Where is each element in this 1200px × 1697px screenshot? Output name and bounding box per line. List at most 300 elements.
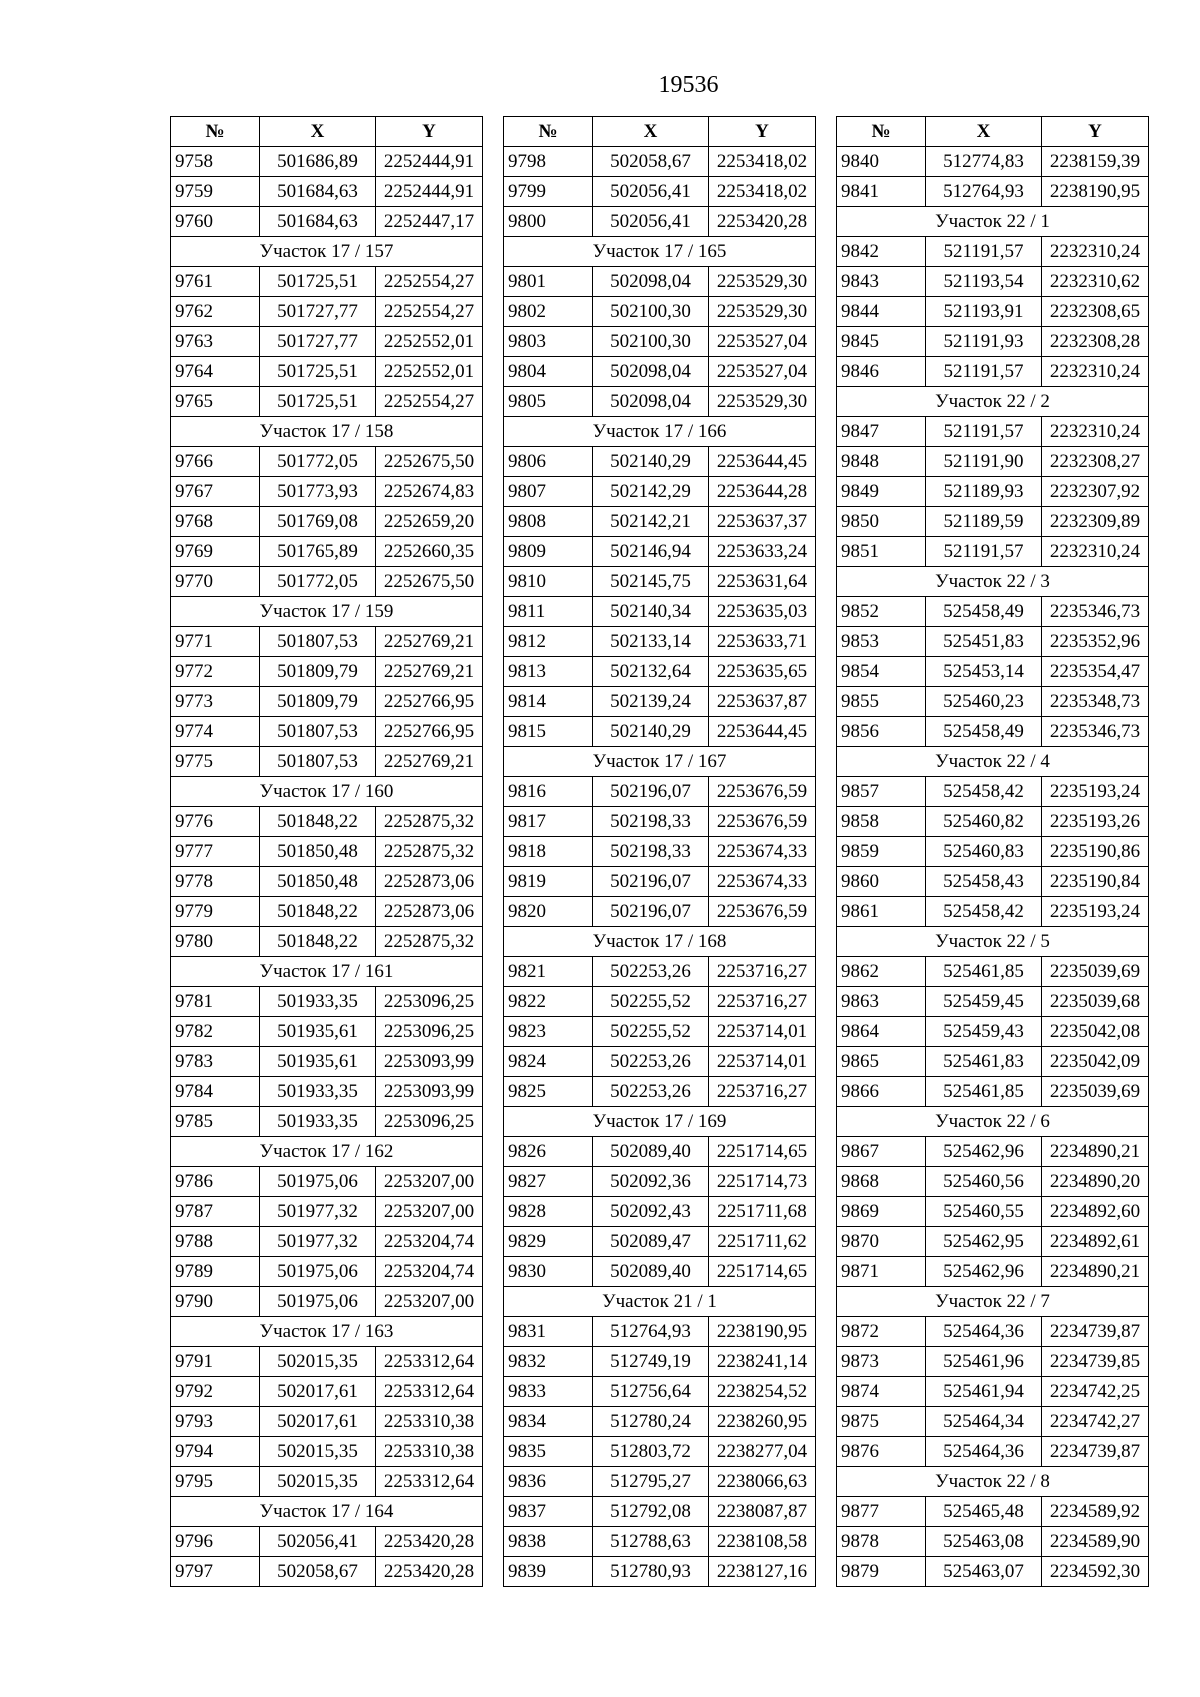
section-title: Участок 17 / 159 [171,597,483,627]
y-coordinate: 2253674,33 [709,837,816,867]
x-coordinate: 502196,07 [593,867,709,897]
table-row [837,807,1149,837]
section-title: Участок 22 / 2 [837,387,1149,417]
table-row [504,1017,816,1047]
x-coordinate: 525460,82 [926,807,1042,837]
x-coordinate: 501809,79 [260,657,376,687]
y-coordinate: 2252766,95 [376,687,483,717]
point-number: 9781 [171,987,260,1017]
header-number: № [837,117,926,147]
point-number: 9849 [837,477,926,507]
y-coordinate: 2252675,50 [376,447,483,477]
point-number: 9816 [504,777,593,807]
point-number: 9852 [837,597,926,627]
table-row [837,1167,1149,1197]
coordinates-table-3 [836,116,1149,1587]
section-title: Участок 17 / 157 [171,237,483,267]
y-coordinate: 2238254,52 [709,1377,816,1407]
x-coordinate: 512774,83 [926,147,1042,177]
x-coordinate: 525458,42 [926,897,1042,927]
x-coordinate: 502017,61 [260,1377,376,1407]
y-coordinate: 2238260,95 [709,1407,816,1437]
table-row [504,357,816,387]
point-number: 9760 [171,207,260,237]
section-row [171,957,483,987]
x-coordinate: 501933,35 [260,987,376,1017]
table-row [171,807,483,837]
section-row [171,777,483,807]
section-row [837,567,1149,597]
table-row [171,1107,483,1137]
table-row [837,357,1149,387]
table-row [171,1017,483,1047]
section-row [171,1137,483,1167]
point-number: 9794 [171,1437,260,1467]
point-number: 9867 [837,1137,926,1167]
x-coordinate: 501727,77 [260,297,376,327]
point-number: 9847 [837,417,926,447]
y-coordinate: 2252674,83 [376,477,483,507]
y-coordinate: 2253529,30 [709,297,816,327]
x-coordinate: 525460,83 [926,837,1042,867]
x-coordinate: 502255,52 [593,1017,709,1047]
point-number: 9780 [171,927,260,957]
table-row [837,177,1149,207]
table-row [504,267,816,297]
y-coordinate: 2253714,01 [709,1047,816,1077]
table-row [171,567,483,597]
point-number: 9785 [171,1107,260,1137]
table-header-row [504,117,816,147]
section-title: Участок 22 / 5 [837,927,1149,957]
section-row [171,1497,483,1527]
y-coordinate: 2235193,24 [1042,897,1149,927]
y-coordinate: 2252552,01 [376,357,483,387]
x-coordinate: 501848,22 [260,807,376,837]
x-coordinate: 502253,26 [593,1077,709,1107]
y-coordinate: 2252675,50 [376,567,483,597]
y-coordinate: 2253207,00 [376,1287,483,1317]
x-coordinate: 501773,93 [260,477,376,507]
table-row [171,1077,483,1107]
point-number: 9825 [504,1077,593,1107]
section-row [837,207,1149,237]
y-coordinate: 2234890,21 [1042,1137,1149,1167]
header-y: Y [376,117,483,147]
table-row [837,417,1149,447]
point-number: 9808 [504,507,593,537]
point-number: 9871 [837,1257,926,1287]
point-number: 9874 [837,1377,926,1407]
y-coordinate: 2235346,73 [1042,597,1149,627]
x-coordinate: 525461,85 [926,1077,1042,1107]
header-x: X [593,117,709,147]
y-coordinate: 2253207,00 [376,1197,483,1227]
point-number: 9782 [171,1017,260,1047]
x-coordinate: 501725,51 [260,387,376,417]
y-coordinate: 2253676,59 [709,777,816,807]
y-coordinate: 2251714,65 [709,1257,816,1287]
point-number: 9796 [171,1527,260,1557]
point-number: 9805 [504,387,593,417]
y-coordinate: 2234892,61 [1042,1227,1149,1257]
y-coordinate: 2238190,95 [709,1317,816,1347]
x-coordinate: 525451,83 [926,627,1042,657]
x-coordinate: 502253,26 [593,1047,709,1077]
y-coordinate: 2234742,25 [1042,1377,1149,1407]
y-coordinate: 2234892,60 [1042,1197,1149,1227]
x-coordinate: 525462,96 [926,1137,1042,1167]
table-row [171,687,483,717]
x-coordinate: 501725,51 [260,357,376,387]
table-row [837,477,1149,507]
point-number: 9792 [171,1377,260,1407]
x-coordinate: 512756,64 [593,1377,709,1407]
point-number: 9801 [504,267,593,297]
table-row [837,1437,1149,1467]
point-number: 9838 [504,1527,593,1557]
point-number: 9815 [504,717,593,747]
x-coordinate: 502145,75 [593,567,709,597]
section-title: Участок 17 / 168 [504,927,816,957]
x-coordinate: 525464,36 [926,1317,1042,1347]
x-coordinate: 502098,04 [593,357,709,387]
table-row [837,1257,1149,1287]
table-row [504,1137,816,1167]
y-coordinate: 2253093,99 [376,1047,483,1077]
table-row [837,1557,1149,1587]
table-row [837,957,1149,987]
y-coordinate: 2235039,69 [1042,1077,1149,1107]
y-coordinate: 2235039,68 [1042,987,1149,1017]
y-coordinate: 2235348,73 [1042,687,1149,717]
point-number: 9810 [504,567,593,597]
x-coordinate: 501850,48 [260,837,376,867]
y-coordinate: 2235042,09 [1042,1047,1149,1077]
section-title: Участок 17 / 161 [171,957,483,987]
point-number: 9833 [504,1377,593,1407]
y-coordinate: 2232308,65 [1042,297,1149,327]
x-coordinate: 502140,29 [593,717,709,747]
x-coordinate: 525461,83 [926,1047,1042,1077]
point-number: 9776 [171,807,260,837]
y-coordinate: 2235193,24 [1042,777,1149,807]
point-number: 9775 [171,747,260,777]
y-coordinate: 2238241,14 [709,1347,816,1377]
point-number: 9836 [504,1467,593,1497]
table-row [837,837,1149,867]
point-number: 9777 [171,837,260,867]
x-coordinate: 501809,79 [260,687,376,717]
table-row [504,627,816,657]
point-number: 9802 [504,297,593,327]
point-number: 9769 [171,537,260,567]
table-row [171,537,483,567]
table-row [837,147,1149,177]
table-header-row [837,117,1149,147]
table-row [837,327,1149,357]
table-row [171,507,483,537]
table-row [837,987,1149,1017]
x-coordinate: 502092,43 [593,1197,709,1227]
x-coordinate: 502056,41 [593,207,709,237]
point-number: 9873 [837,1347,926,1377]
y-coordinate: 2253312,64 [376,1377,483,1407]
table-row [504,687,816,717]
table-row [837,1497,1149,1527]
table-row [504,477,816,507]
section-title: Участок 22 / 1 [837,207,1149,237]
point-number: 9821 [504,957,593,987]
x-coordinate: 521189,93 [926,477,1042,507]
section-row [504,1287,816,1317]
y-coordinate: 2253644,45 [709,447,816,477]
point-number: 9826 [504,1137,593,1167]
y-coordinate: 2232308,28 [1042,327,1149,357]
x-coordinate: 502089,40 [593,1257,709,1287]
x-coordinate: 525465,48 [926,1497,1042,1527]
x-coordinate: 501975,06 [260,1167,376,1197]
table-row [171,297,483,327]
table-row [504,1317,816,1347]
point-number: 9783 [171,1047,260,1077]
table-row [171,1407,483,1437]
point-number: 9829 [504,1227,593,1257]
point-number: 9803 [504,327,593,357]
y-coordinate: 2232309,89 [1042,507,1149,537]
table-row [837,447,1149,477]
y-coordinate: 2252554,27 [376,267,483,297]
point-number: 9768 [171,507,260,537]
x-coordinate: 502196,07 [593,777,709,807]
y-coordinate: 2235042,08 [1042,1017,1149,1047]
point-number: 9831 [504,1317,593,1347]
table-row [504,807,816,837]
table-row [837,1227,1149,1257]
x-coordinate: 525460,23 [926,687,1042,717]
y-coordinate: 2252769,21 [376,627,483,657]
point-number: 9795 [171,1467,260,1497]
table-row [504,777,816,807]
table-row [837,657,1149,687]
y-coordinate: 2232310,24 [1042,537,1149,567]
point-number: 9834 [504,1407,593,1437]
section-title: Участок 17 / 169 [504,1107,816,1137]
point-number: 9819 [504,867,593,897]
table-row [504,1437,816,1467]
point-number: 9817 [504,807,593,837]
table-row [504,177,816,207]
point-number: 9844 [837,297,926,327]
section-title: Участок 22 / 8 [837,1467,1149,1497]
x-coordinate: 512788,63 [593,1527,709,1557]
point-number: 9812 [504,627,593,657]
point-number: 9854 [837,657,926,687]
point-number: 9841 [837,177,926,207]
header-x: X [260,117,376,147]
table-row [504,207,816,237]
header-x: X [926,117,1042,147]
coordinates-table-2 [503,116,816,1587]
table-row [837,1377,1149,1407]
y-coordinate: 2253420,28 [376,1557,483,1587]
y-coordinate: 2253204,74 [376,1227,483,1257]
table-row [837,237,1149,267]
section-title: Участок 17 / 162 [171,1137,483,1167]
table-row [837,597,1149,627]
y-coordinate: 2234592,30 [1042,1557,1149,1587]
point-number: 9875 [837,1407,926,1437]
y-coordinate: 2253207,00 [376,1167,483,1197]
point-number: 9865 [837,1047,926,1077]
point-number: 9853 [837,627,926,657]
x-coordinate: 501727,77 [260,327,376,357]
section-row [171,1317,483,1347]
section-title: Участок 22 / 7 [837,1287,1149,1317]
table-row [504,897,816,927]
x-coordinate: 502056,41 [260,1527,376,1557]
x-coordinate: 512749,19 [593,1347,709,1377]
table-row [504,1527,816,1557]
table-row [171,1167,483,1197]
point-number: 9864 [837,1017,926,1047]
x-coordinate: 501686,89 [260,147,376,177]
y-coordinate: 2238087,87 [709,1497,816,1527]
table-row [504,987,816,1017]
y-coordinate: 2253096,25 [376,1017,483,1047]
point-number: 9861 [837,897,926,927]
point-number: 9787 [171,1197,260,1227]
x-coordinate: 525460,55 [926,1197,1042,1227]
section-row [504,417,816,447]
point-number: 9870 [837,1227,926,1257]
table-row [171,447,483,477]
x-coordinate: 521191,57 [926,537,1042,567]
section-row [837,1467,1149,1497]
table-row [171,1377,483,1407]
x-coordinate: 525462,96 [926,1257,1042,1287]
point-number: 9766 [171,447,260,477]
x-coordinate: 502015,35 [260,1347,376,1377]
y-coordinate: 2253633,71 [709,627,816,657]
x-coordinate: 502092,36 [593,1167,709,1197]
point-number: 9866 [837,1077,926,1107]
y-coordinate: 2235346,73 [1042,717,1149,747]
x-coordinate: 501684,63 [260,177,376,207]
y-coordinate: 2253716,27 [709,1077,816,1107]
point-number: 9798 [504,147,593,177]
x-coordinate: 501933,35 [260,1077,376,1107]
table-row [504,1197,816,1227]
x-coordinate: 512764,93 [926,177,1042,207]
y-coordinate: 2235039,69 [1042,957,1149,987]
x-coordinate: 525461,94 [926,1377,1042,1407]
table-row [504,1557,816,1587]
table-row [837,1047,1149,1077]
y-coordinate: 2234589,92 [1042,1497,1149,1527]
x-coordinate: 502058,67 [593,147,709,177]
y-coordinate: 2234890,20 [1042,1167,1149,1197]
point-number: 9869 [837,1197,926,1227]
x-coordinate: 512764,93 [593,1317,709,1347]
x-coordinate: 521193,91 [926,297,1042,327]
section-row [171,597,483,627]
point-number: 9814 [504,687,593,717]
table-row [837,1347,1149,1377]
table-row [504,867,816,897]
x-coordinate: 502015,35 [260,1437,376,1467]
table-row [504,1227,816,1257]
y-coordinate: 2252660,35 [376,537,483,567]
point-number: 9845 [837,327,926,357]
table-row [504,657,816,687]
y-coordinate: 2253635,03 [709,597,816,627]
x-coordinate: 525460,56 [926,1167,1042,1197]
table-row [504,327,816,357]
x-coordinate: 502142,21 [593,507,709,537]
point-number: 9800 [504,207,593,237]
x-coordinate: 521191,90 [926,447,1042,477]
y-coordinate: 2251711,62 [709,1227,816,1257]
point-number: 9855 [837,687,926,717]
section-row [504,237,816,267]
x-coordinate: 501975,06 [260,1287,376,1317]
x-coordinate: 525462,95 [926,1227,1042,1257]
table-row [837,1317,1149,1347]
point-number: 9820 [504,897,593,927]
x-coordinate: 502058,67 [260,1557,376,1587]
x-coordinate: 525463,08 [926,1527,1042,1557]
section-title: Участок 17 / 165 [504,237,816,267]
table-row [837,537,1149,567]
table-row [171,1227,483,1257]
table-row [837,1137,1149,1167]
table-row [171,327,483,357]
y-coordinate: 2253312,64 [376,1347,483,1377]
y-coordinate: 2253716,27 [709,987,816,1017]
y-coordinate: 2235352,96 [1042,627,1149,657]
y-coordinate: 2238108,58 [709,1527,816,1557]
y-coordinate: 2238159,39 [1042,147,1149,177]
x-coordinate: 525458,43 [926,867,1042,897]
table-row [171,177,483,207]
y-coordinate: 2253093,99 [376,1077,483,1107]
point-number: 9797 [171,1557,260,1587]
table-row [837,507,1149,537]
point-number: 9806 [504,447,593,477]
point-number: 9858 [837,807,926,837]
x-coordinate: 525464,36 [926,1437,1042,1467]
y-coordinate: 2253527,04 [709,327,816,357]
y-coordinate: 2235190,86 [1042,837,1149,867]
table-row [504,1047,816,1077]
x-coordinate: 501807,53 [260,717,376,747]
x-coordinate: 502196,07 [593,897,709,927]
point-number: 9846 [837,357,926,387]
x-coordinate: 501975,06 [260,1257,376,1287]
point-number: 9764 [171,357,260,387]
y-coordinate: 2235190,84 [1042,867,1149,897]
x-coordinate: 525461,85 [926,957,1042,987]
x-coordinate: 501977,32 [260,1227,376,1257]
x-coordinate: 502139,24 [593,687,709,717]
point-number: 9784 [171,1077,260,1107]
section-title: Участок 17 / 166 [504,417,816,447]
section-row [171,417,483,447]
table-row [504,147,816,177]
page-number: 19536 [658,72,719,98]
point-number: 9790 [171,1287,260,1317]
